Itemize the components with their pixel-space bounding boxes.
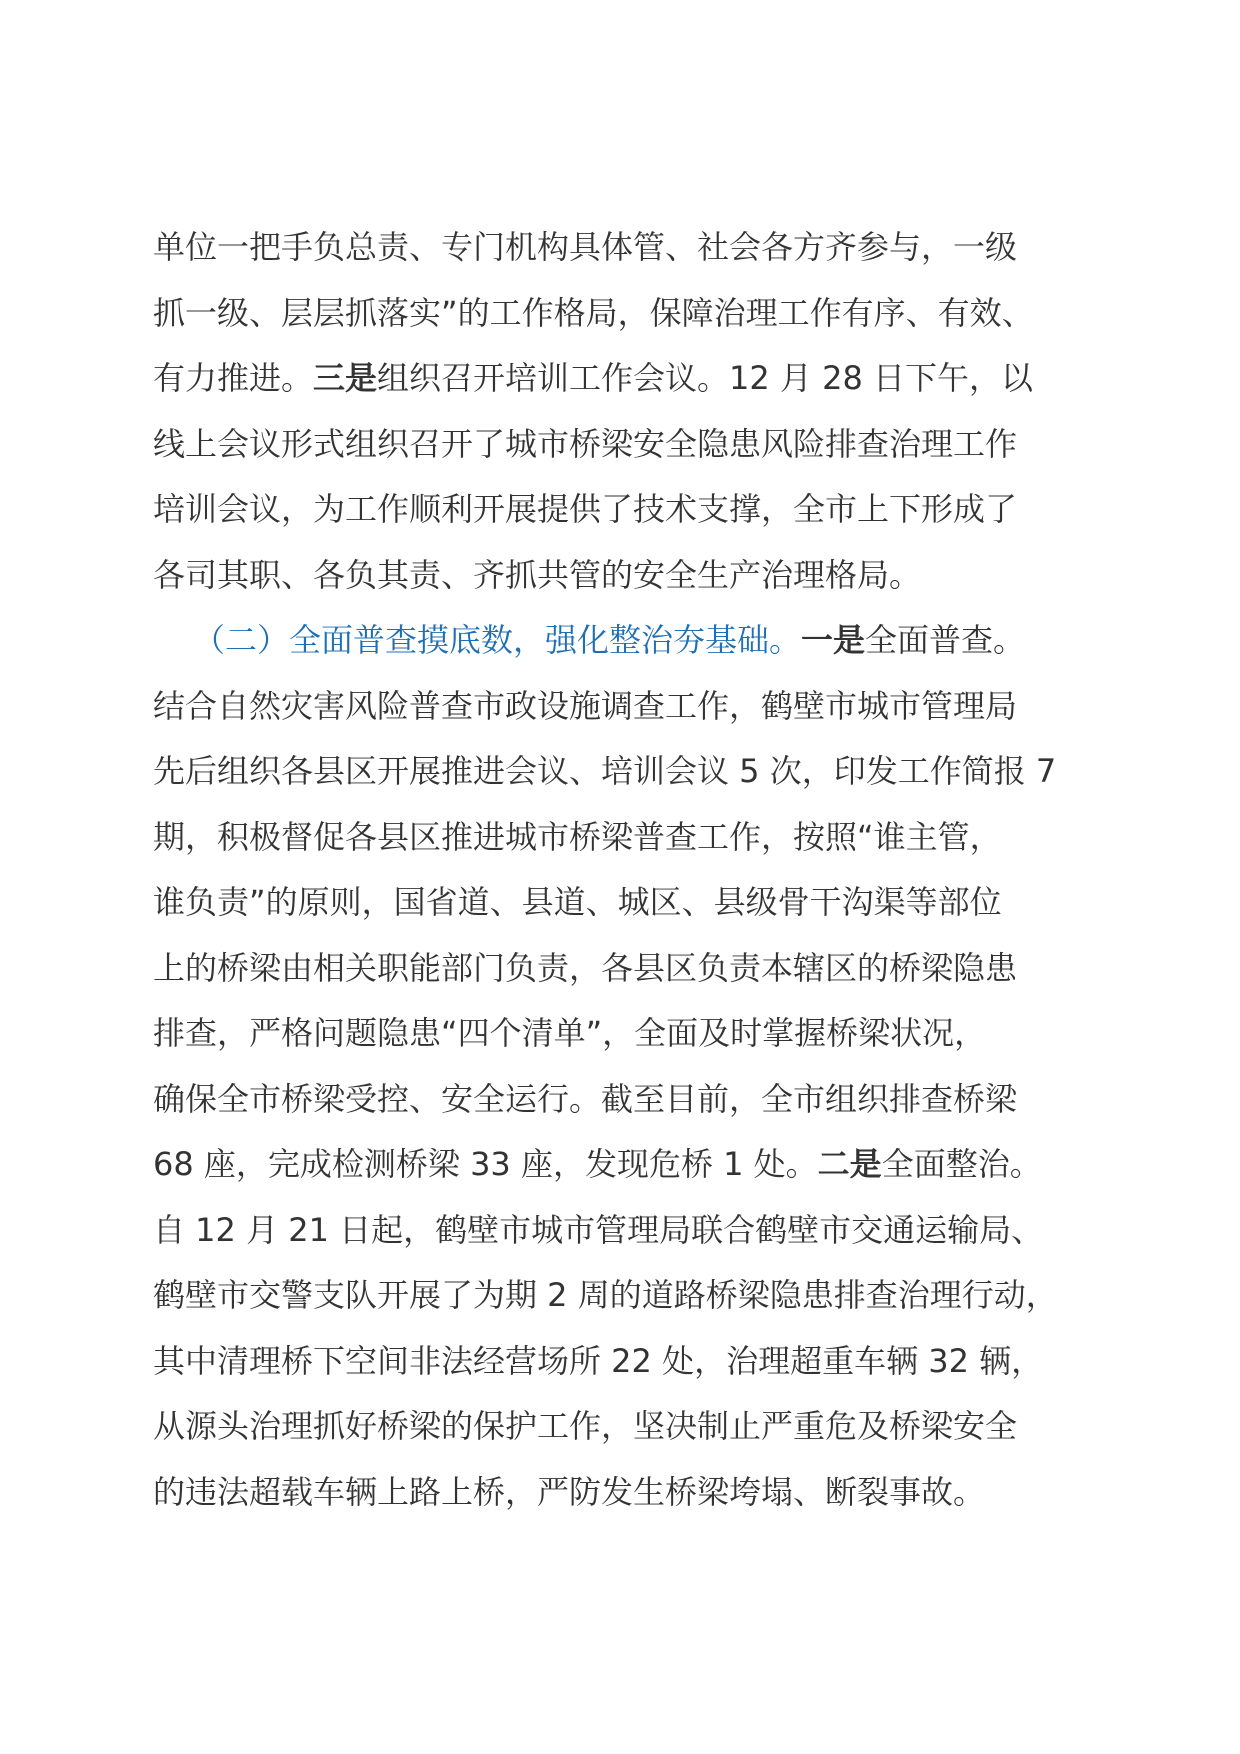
text-line (153, 412, 1093, 478)
text-line (153, 870, 1093, 936)
text-segment: 期，积极督促各县区推进城市桥梁普查工作，按照“谁主管， (153, 817, 1002, 856)
text-segment: 排查，严格问题隐患“四个清单”，全面及时掌握桥梁状况， (153, 1014, 987, 1052)
text-segment: 全面整治。 (881, 1145, 1042, 1183)
text-segment: 68 座，完成检测桥梁 33 座，发现危桥 1 处。 (153, 1145, 818, 1183)
text-line (153, 1132, 1093, 1198)
bold-lead-phrase: 三是 (313, 359, 378, 397)
text-segment: 有力推进。 (153, 359, 314, 397)
text-segment: 抓一级、层层抓落实”的工作格局，保障治理工作有序、有效、 (153, 293, 1034, 332)
text-line (153, 346, 1093, 412)
text-segment: 全面普查。 (865, 621, 1026, 659)
text-segment: 鹤壁市交警支队开展了为期 2 周的道路桥梁隐患排查治理行动， (153, 1276, 1058, 1314)
text-segment: 结合自然灾害风险普查市政设施调查工作，鹤壁市城市管理局 (153, 686, 1018, 725)
text-line (153, 674, 1093, 740)
text-line (153, 608, 1093, 674)
text-line (153, 543, 1093, 609)
text-segment: 上的桥梁由相关职能部门负责，各县区负责本辖区的桥梁隐患 (153, 948, 1018, 987)
body-text (153, 215, 1093, 1525)
text-line (153, 1394, 1093, 1460)
text-segment: 线上会议形式组织召开了城市桥梁安全隐患风险排查治理工作 (153, 424, 1018, 463)
text-line (153, 739, 1093, 805)
text-segment: 自 12 月 21 日起，鹤壁市城市管理局联合鹤壁市交通运输局、 (153, 1210, 1044, 1249)
section-heading: （二）全面普查摸底数，强化整治夯基础。 (193, 621, 802, 659)
text-line (153, 281, 1093, 347)
bold-lead-phrase: 二是 (817, 1145, 882, 1183)
text-line (153, 1198, 1093, 1264)
text-line (153, 1001, 1093, 1067)
text-line (153, 477, 1093, 543)
text-line (153, 1329, 1093, 1395)
text-segment: 的违法超载车辆上路上桥，严防发生桥梁垮塌、断裂事故。 (153, 1472, 986, 1511)
text-line (153, 215, 1093, 281)
text-line (153, 1460, 1093, 1526)
text-segment: 谁负责”的原则，国省道、县道、城区、县级骨干沟渠等部位 (153, 883, 1002, 921)
text-segment: 从源头治理抓好桥梁的保护工作，坚决制止严重危及桥梁安全 (153, 1407, 1018, 1445)
text-segment: 组织召开培训工作会议。12 月 28 日下午，以 (377, 359, 1033, 397)
text-segment: 培训会议，为工作顺利开展提供了技术支撑，全市上下形成了 (153, 490, 1018, 528)
text-segment: 确保全市桥梁受控、安全运行。截至目前，全市组织排查桥梁 (153, 1079, 1018, 1118)
text-line (153, 1263, 1093, 1329)
text-segment: 先后组织各县区开展推进会议、培训会议 5 次，印发工作简报 7 (153, 752, 1057, 790)
bold-lead-phrase: 一是 (801, 621, 866, 659)
text-line (153, 936, 1093, 1002)
text-segment: 单位一把手负总责、专门机构具体管、社会各方齐参与，一级 (153, 228, 1018, 266)
text-line (153, 805, 1093, 871)
text-segment: 其中清理桥下空间非法经营场所 22 处，治理超重车辆 32 辆， (153, 1341, 1044, 1380)
text-line (153, 1067, 1093, 1133)
text-segment: 各司其职、各负其责、齐抓共管的安全生产治理格局。 (153, 555, 922, 594)
